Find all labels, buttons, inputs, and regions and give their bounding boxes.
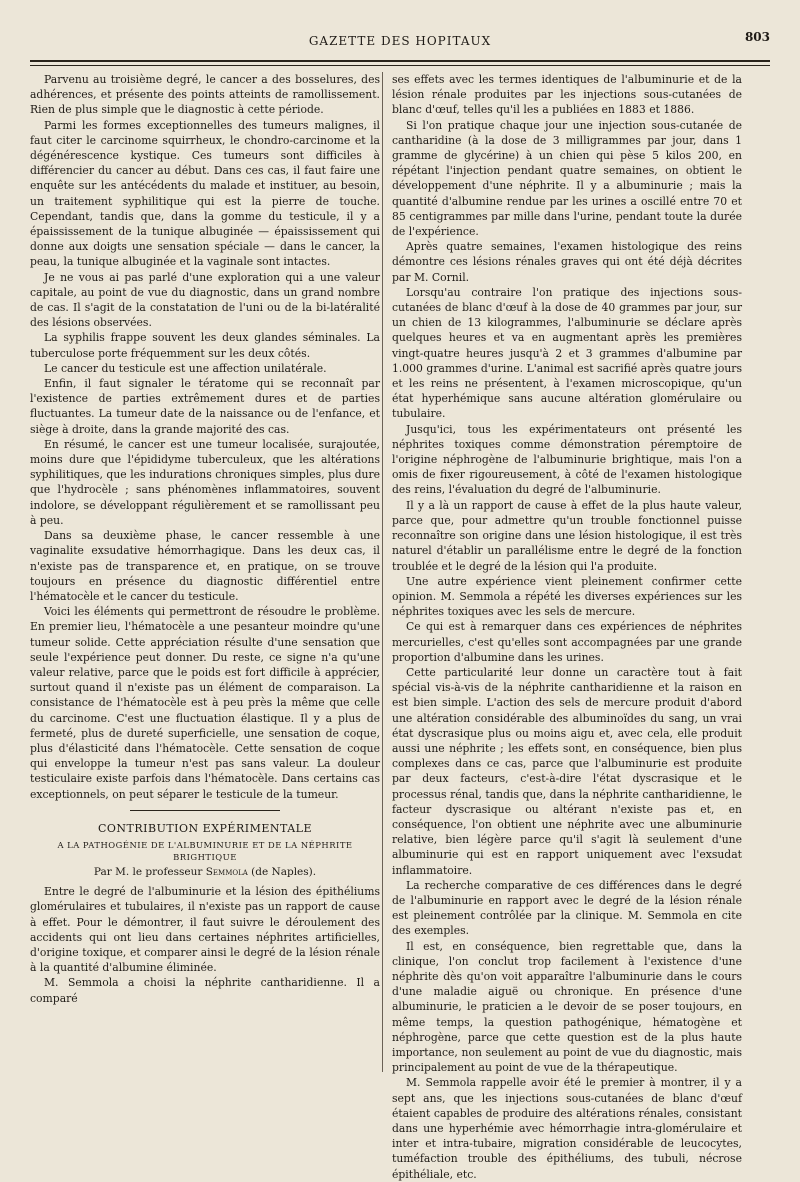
paragraph: Il y a là un rapport de cause à effet de la plus haute valeur, parce que, pour admettre qu'un trouble fonctionnel puisse reconnaître son origine dans une lésion histologique, il est très naturel d'établir un parallélisme entre le degré de la fonction troublée et le degré de la lésion qui l'a produite. bbox=[392, 498, 742, 573]
author-name: Semmola bbox=[205, 865, 248, 878]
paragraph: Voici les éléments qui permettront de résoudre le problème. En premier lieu, l'hématocèle a une pesanteur moindre qu'une tumeur solide. Cette appréciation résulte d'une sensation que seule l'expérience peut donner. Du reste, ce signe n'a qu'une valeur relative, parce que le poids est fort difficile à apprécier, surtout quand il n'existe pas un élément de comparaison. La consistance de l'hématocèle est à peu près la même que celle du carcinome. C'est une fluctuation élastique. Il y a plus de fermeté, plus de dureté superficielle, une sensation de coque, plus d'élasticité dans l'hématocèle. Cette sensation de coque qui enveloppe la tumeur n'est pas sans valeur. La douleur testiculaire existe parfois dans l'hématocèle. Dans certains cas exceptionnels, on peut séparer le testicule de la tumeur. bbox=[30, 605, 380, 801]
header-rule-thick bbox=[30, 60, 770, 62]
section-title: CONTRIBUTION EXPÉRIMENTALE bbox=[97, 821, 313, 835]
paragraph: En résumé, le cancer est une tumeur localisée, surajoutée, moins dure que l'épididyme tuberculeux, que les altérations syphilitiques, que les indurations chroniques simples, plus dure que l'hydrocèle ; sans phénomènes inflammatoires, souvent indolore, se développant régulièrement et se ramollissant peu à peu. bbox=[30, 437, 380, 527]
paragraph: Cette particularité leur donne un caractère tout à fait spécial vis-à-vis de la néphrite cantharidienne et la raison en est bien simple. L'action des sels de mercure produit d'abord une altération considérable des albuminoïdes du sang, un vrai état dyscrasique plus ou moins aigu et, avec cela, elle produit aussi une néphrite ; les effets sont, en conséquence, bien plus complexes dans ce cas, parce que l'albuminurie est produite par deux facteurs, c'est-à-dire l'état dyscrasique et le processus rénal, tandis que, dans la néphrite cantharidienne, le facteur dyscrasique ou altérant n'existe pas et, en conséquence, l'on obtient une néphrite avec une albuminurie relative, bien légère parce qu'il s'agit là seulement d'une albuminurie qui est en rapport uniquement avec l'exsudat inflammatoire. bbox=[392, 665, 742, 877]
paragraph: ses effets avec les termes identiques de l'albuminurie et de la lésion rénale produites par les injections sous-cutanées de blanc d'œuf, telles qu'il les a publiées en 1883 et 1886. bbox=[392, 73, 742, 117]
paragraph: Dans sa deuxième phase, le cancer ressemble à une vaginalite exsudative hémorrhagique. Dans les deux cas, il n'existe pas de transparence et, en pratique, on se trouve toujours en présence du diagnostic différentiel entre l'hématocèle et le cancer du testicule. bbox=[30, 529, 380, 603]
running-title: GAZETTE DES HOPITAUX bbox=[308, 34, 492, 48]
paragraph: M. Semmola a choisi la néphrite cantharidienne. Il a comparé bbox=[30, 976, 380, 1005]
page-header bbox=[30, 28, 770, 58]
paragraph: Enfin, il faut signaler le tératome qui se reconnaît par l'existence de parties extrêmement dures et de parties fluctuantes. La tumeur date de la naissance ou de l'enfance, et siège à droite, dans la grande majorité des cas. bbox=[30, 377, 380, 436]
paragraph: Après quatre semaines, l'examen histologique des reins démontre ces lésions rénales graves qui ont été déjà décrites par M. Cornil. bbox=[392, 240, 742, 284]
left-column bbox=[30, 72, 380, 1112]
paragraph: Entre le degré de l'albuminurie et la lésion des épithéliums glomérulaires et tubulaires, il n'existe pas un rapport de cause à effet. Pour le démontrer, il faut suivre le déroulement des accidents qui ont lieu dans certaines néphrites artificielles, d'origine toxique, et comparer ainsi le degré de la lésion rénale à la quantité d'albumine éliminée. bbox=[30, 885, 380, 975]
paragraph: Je ne vous ai pas parlé d'une exploration qui a une valeur capitale, au point de vue du diagnostic, dans un grand nombre de cas. Il s'agit de la constatation de l'uni ou de la bi-latéralité des lésions observées. bbox=[30, 270, 380, 330]
paragraph: Une autre expérience vient pleinement confirmer cette opinion. M. Semmola a répété les diverses expériences sur les néphrites toxiques avec les sels de mercure. bbox=[392, 574, 742, 619]
paragraph: Parmi les formes exceptionnelles des tumeurs malignes, il faut citer le carcinome squirrheux, le chondro-carcinome et la dégénérescence kystique. Ces tumeurs sont difficiles à différencier du cancer au début. Dans ces cas, il faut faire une enquête sur les antécédents du malade et instituer, au besoin, un traitement syphilitique qui est la pierre de touche. Cependant, tandis que, dans la gomme du testicule, il y a épaississement de la tunique albuginée — épaississement qui donne aux doigts une sensation spéciale — dans le cancer, la peau, la tunique albuginée et la vaginale sont intactes. bbox=[30, 118, 380, 269]
paragraph: Si l'on pratique chaque jour une injection sous-cutanée de cantharidine (à la dose de 3 milligrammes par jour, dans 1 gramme de glycérine) à un chien qui pèse 5 kilos 200, en répétant l'injection pendant quatre semaines, on obtient le développement d'une néphrite. Il y a albuminurie ; mais la quantité d'albumine rendue par les urines a oscillé entre 70 et 85 centigrammes par mille dans l'urine, pendant toute la durée de l'expérience. bbox=[392, 118, 742, 239]
section-subtitle: A LA PATHOGÉNIE DE L'ALBUMINURIE ET DE LA NÉPHRITE BRIGHTIQUE bbox=[57, 839, 353, 862]
paragraph: Parvenu au troisième degré, le cancer a des bosselures, des adhérences, et présente des points atteints de ramollissement. Rien de plus simple que le diagnostic à cette période. bbox=[30, 73, 380, 117]
paragraph: Le cancer du testicule est une affection unilatérale. bbox=[44, 361, 327, 375]
paragraph: Jusqu'ici, tous les expérimentateurs ont présenté les néphrites toxiques comme démonstration péremptoire de l'origine néphrogène de l'albuminurie brightique, mais l'on a omis de fixer rigoureusement, à côté de l'examen histologique des reins, l'évaluation du degré de l'albuminurie. bbox=[392, 422, 742, 497]
author-suffix: (de Naples). bbox=[247, 865, 317, 878]
page-number: 803 bbox=[744, 30, 770, 44]
paragraph: Ce qui est à remarquer dans ces expériences de néphrites mercurielles, c'est qu'elles sont accompagnées par une grande proportion d'albumine dans les urines. bbox=[392, 620, 742, 664]
paragraph: La syphilis frappe souvent les deux glandes séminales. La tuberculose porte fréquemment sur les deux côtés. bbox=[30, 331, 380, 360]
section-separator bbox=[130, 810, 280, 811]
paragraph: La recherche comparative de ces différences dans le degré de l'albuminurie en rapport avec le degré de la lésion rénale est pleinement contrôlée par la clinique. M. Semmola en cite des exemples. bbox=[392, 878, 742, 938]
header-rule-thin bbox=[30, 65, 770, 66]
paragraph: M. Semmola rappelle avoir été le premier à montrer, il y a sept ans, que les injections sous-cutanées de blanc d'œuf étaient capables de produire des altérations rénales, consistant dans une hyperhémie avec hémorrhagie intra-glomérulaire et inter et intra-tubaire, migration considérable de leucocytes, tuméfaction trouble des épithéliums, des tubuli, nécrose épithéliale, etc. bbox=[392, 1076, 742, 1181]
paragraph: Lorsqu'au contraire l'on pratique des injections sous-cutanées de blanc d'œuf à la dose de 40 grammes par jour, sur un chien de 13 kilogrammes, l'albuminurie se déclare après quelques heures et va en augmentant après les premières vingt-quatre heures jusqu'à 2 et 3 grammes d'albumine par 1.000 grammes d'urine. L'animal est sacrifié après quatre jours et les reins ne présentent, à l'examen microscopique, qu'un état hyperhémique sans aucune altération glomérulaire ou tubulaire. bbox=[392, 285, 742, 421]
article-author bbox=[30, 865, 380, 880]
paragraph: Il est, en conséquence, bien regrettable que, dans la clinique, l'on conclut trop facilement à l'existence d'une néphrite dès qu'on voit apparaître l'albuminurie dans le cours d'une maladie aiguë ou chronique. En présence d'une albuminurie, le praticien a le devoir de se poser toujours, en même temps, la question pathogénique, hématogène et néphrogène, parce que cette question est de la plus haute importance, non seulement au point de vue du diagnostic, mais principalement au point de vue de la thérapeutique. bbox=[392, 939, 742, 1075]
column-divider bbox=[382, 72, 383, 1072]
right-column bbox=[392, 72, 742, 1181]
author-prefix: Par M. le professeur bbox=[93, 865, 206, 878]
